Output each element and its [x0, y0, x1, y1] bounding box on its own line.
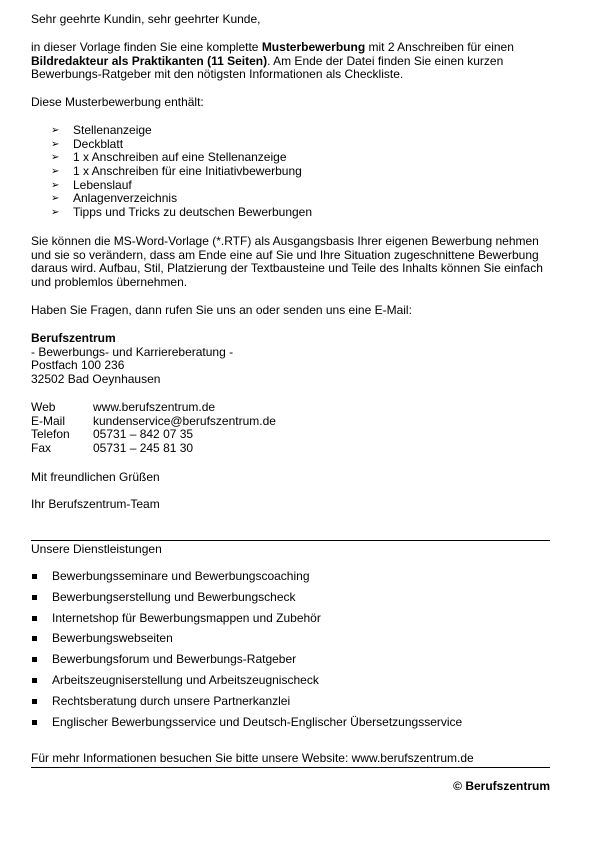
- square-bullet-icon: [32, 616, 37, 621]
- list-item: [31, 570, 551, 591]
- address-block: [31, 332, 233, 387]
- arrow-bullet-icon: ➢: [51, 193, 60, 205]
- contact-key: Telefon: [31, 427, 70, 442]
- service-label: Rechtsberatung durch unsere Partnerkanzlei: [52, 693, 291, 708]
- arrow-bullet-icon: ➢: [51, 125, 60, 136]
- square-bullet-icon: [32, 699, 37, 704]
- service-label: Bewerbungsforum und Bewerbungs-Ratgeber: [52, 652, 297, 667]
- intro-paragraph: [31, 41, 551, 82]
- contact-row-fax: [31, 442, 276, 456]
- company-name: Berufszentrum: [31, 331, 116, 345]
- square-bullet-icon: [32, 574, 37, 579]
- arrow-bullet-icon: ➢: [51, 152, 60, 164]
- salutation: Sehr geehrte Kundin, sehr geehrter Kunde,: [31, 12, 261, 26]
- intro-text-3: . Am Ende der Datei finden Sie einen kurzen Bewerbungs-Ratgeber mit den nötigsten Informationen als Checkliste.: [31, 53, 504, 82]
- list-item-label: 1 x Anschreiben für eine Initiativbewerbung: [73, 164, 302, 179]
- services-list: [31, 570, 551, 736]
- list-item: [31, 192, 551, 206]
- list-item: [31, 591, 551, 612]
- square-bullet-icon: [32, 720, 37, 725]
- service-label: Bewerbungswebseiten: [52, 631, 173, 646]
- fax-value: 05731 – 245 81 30: [93, 441, 194, 456]
- contact-key: Fax: [31, 441, 52, 456]
- list-item: [31, 124, 551, 138]
- list-item: [31, 695, 551, 716]
- list-item: [31, 674, 551, 695]
- service-label: Arbeitszeugniserstellung und Arbeitszeugnischeck: [52, 672, 319, 687]
- city: 32502 Bad Oeynhausen: [31, 372, 161, 387]
- list-item-label: Anlagenverzeichnis: [73, 191, 178, 206]
- contact-key: Web: [31, 400, 56, 414]
- divider: [31, 767, 550, 768]
- contact-row-web: [31, 401, 276, 415]
- square-bullet-icon: [32, 657, 37, 662]
- contact-row-phone: [31, 428, 276, 442]
- closing: Mit freundlichen Grüßen: [31, 470, 160, 484]
- square-bullet-icon: [32, 595, 37, 600]
- company-subtitle: - Bewerbungs- und Karriereberatung -: [31, 344, 234, 359]
- services-heading: Unsere Dienstleistungen: [31, 542, 162, 556]
- list-item: [31, 165, 551, 179]
- list-item: [31, 632, 551, 653]
- service-label: Englischer Bewerbungsservice und Deutsch-Englischer Übersetzungsservice: [52, 714, 463, 729]
- service-label: Internetshop für Bewerbungsmappen und Zubehör: [52, 610, 321, 625]
- postbox: Postfach 100 236: [31, 358, 125, 373]
- intro-bold-1: Musterbewerbung: [261, 40, 366, 54]
- list-item: [31, 138, 551, 152]
- service-label: Bewerbungsseminare und Bewerbungscoaching: [52, 569, 310, 583]
- list-item: [31, 612, 551, 633]
- arrow-bullet-icon: ➢: [51, 138, 60, 150]
- list-item: [31, 206, 551, 220]
- list-item-label: Lebenslauf: [73, 177, 132, 192]
- square-bullet-icon: [32, 678, 37, 683]
- footer-info: Für mehr Informationen besuchen Sie bitte unsere Website: www.berufszentrum.de: [31, 751, 474, 765]
- arrow-bullet-icon: ➢: [51, 207, 60, 219]
- list-item: [31, 179, 551, 193]
- list-item: [31, 716, 551, 737]
- list-item-label: Tipps und Tricks zu deutschen Bewerbungen: [73, 205, 313, 220]
- usage-paragraph: Sie können die MS-Word-Vorlage (*.RTF) als Ausgangsbasis Ihrer eigenen Bewerbung nehmen und sie so verändern, dass am Ende eine auf Sie und Ihre Situation zugeschnittene Bewerbung daraus wird. Aufbau, Stil, Platzierung der Textbausteine und Teile des Inhalts können Sie einfach und problemlos übernehmen.: [31, 234, 543, 290]
- list-item-label: Deckblatt: [73, 136, 124, 151]
- contents-list: [31, 124, 551, 220]
- contact-block: [31, 401, 276, 456]
- email-link[interactable]: kundenservice@berufszentrum.de: [93, 413, 276, 428]
- contact-key: E-Mail: [31, 413, 66, 428]
- divider: [31, 540, 550, 541]
- list-item: [31, 151, 551, 165]
- contents-heading: Diese Musterbewerbung enthält:: [31, 95, 204, 109]
- questions-text: Haben Sie Fragen, dann rufen Sie uns an oder senden uns eine E-Mail:: [31, 303, 412, 317]
- intro-text-1: in dieser Vorlage finden Sie eine komplette: [31, 40, 262, 54]
- list-item-label: Stellenanzeige: [73, 123, 152, 137]
- list-item-label: 1 x Anschreiben auf eine Stellenanzeige: [73, 150, 287, 165]
- phone-value: 05731 – 842 07 35: [93, 427, 194, 442]
- copyright: © Berufszentrum: [453, 779, 550, 793]
- arrow-bullet-icon: ➢: [51, 179, 60, 191]
- intro-text-2: mit 2 Anschreiben für einen: [365, 40, 514, 54]
- arrow-bullet-icon: ➢: [51, 166, 60, 178]
- contact-row-email: [31, 415, 276, 429]
- signature: Ihr Berufszentrum-Team: [31, 497, 160, 511]
- square-bullet-icon: [32, 636, 37, 641]
- list-item: [31, 653, 551, 674]
- intro-bold-2: Bildredakteur als Praktikanten (11 Seiten): [31, 53, 268, 68]
- website-link[interactable]: www.berufszentrum.de: [93, 400, 216, 414]
- service-label: Bewerbungserstellung und Bewerbungscheck: [52, 589, 296, 604]
